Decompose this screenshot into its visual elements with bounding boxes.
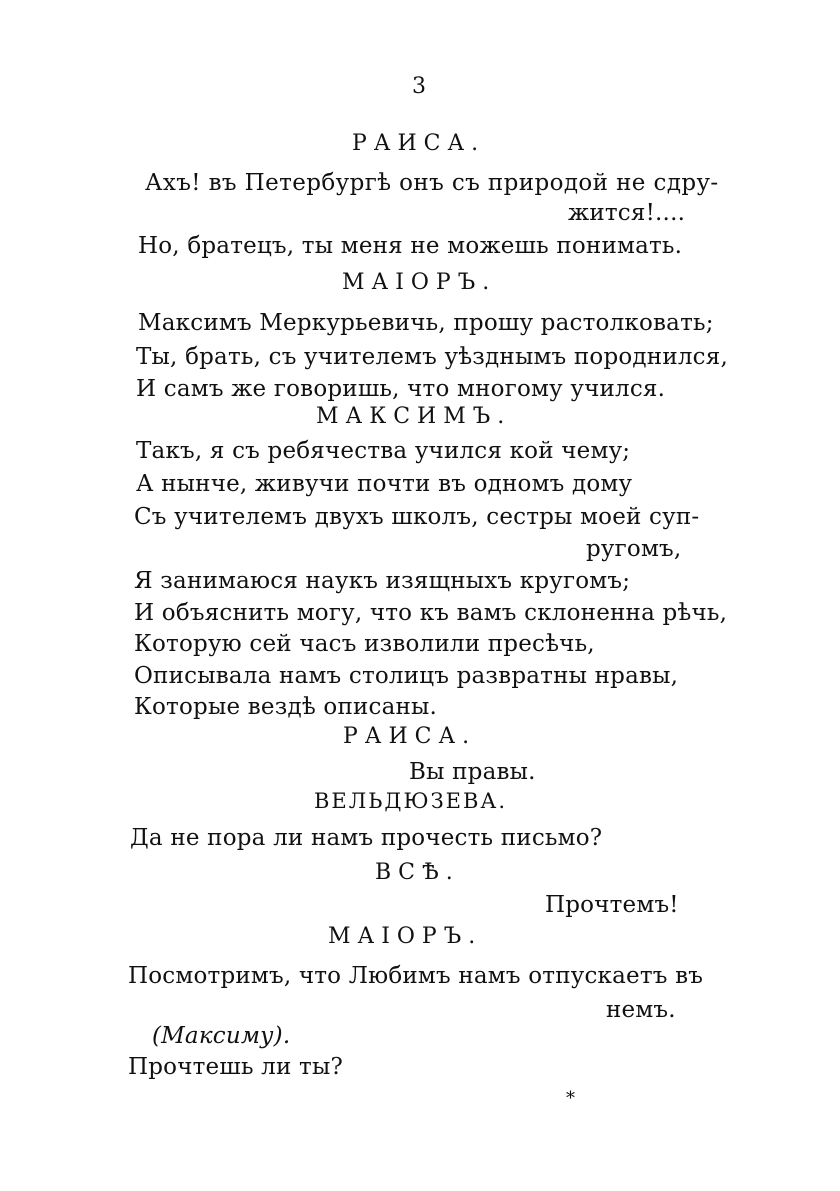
verse-line: Ахъ! въ Петербургѣ онъ съ природой не сдру- [145,170,719,196]
verse-line: Ты, брать, съ учителемъ уѣзднымъ породнился, [136,344,728,370]
verse-line: жится!.... [568,200,686,226]
speaker-maior: МАІОРЪ. [342,270,497,295]
page-number: 3 [412,74,427,99]
speaker-raisa: РАИСА. [352,131,486,156]
verse-line: немъ. [606,997,676,1023]
verse-line: Описывала намъ столицъ развратны нравы, [134,663,679,689]
ornament-asterisk: * [566,1088,576,1109]
verse-line: Которые вездѣ описаны. [134,694,438,720]
verse-line: Максимъ Меркурьевичь, прошу растолковать; [138,310,714,336]
verse-line: Но, братецъ, ты меня не можешь понимать. [138,233,683,259]
speaker-raisa: РАИСА. [343,724,477,749]
verse-line: Я занимаюся наукъ изящныхъ кругомъ; [134,568,631,594]
verse-line: И объяснить могу, что къ вамъ склоненна рѣчь, [134,600,728,626]
verse-line: И самъ же говоришь, что многому учился. [136,376,666,402]
verse-line: Прочтешь ли ты? [128,1054,343,1080]
speaker-maksim: МАКСИМЪ. [316,404,512,429]
verse-line: Да не пора ли намъ прочесть письмо? [130,825,603,851]
speaker-veldyuzeva: ВЕЛЬДЮЗЕВА. [314,789,507,813]
verse-line: Съ учителемъ двухъ школъ, сестры моей суп- [134,504,700,530]
speaker-vse: ВСѢ. [375,860,460,885]
stage-direction: (Максиму). [152,1023,291,1049]
verse-line: Такъ, я съ ребячества учился кой чему; [136,438,631,464]
verse-line: Которую сей часъ изволили пресѣчь, [134,631,595,657]
verse-line: Посмотримъ, что Любимъ намъ отпускаетъ въ [128,963,704,989]
verse-line: Вы правы. [409,759,536,785]
speaker-maior: МАІОРЪ. [328,924,483,949]
verse-line: ругомъ, [586,536,682,562]
verse-line: А нынче, живучи почти въ одномъ дому [136,471,633,497]
verse-line: Прочтемъ! [545,892,679,918]
